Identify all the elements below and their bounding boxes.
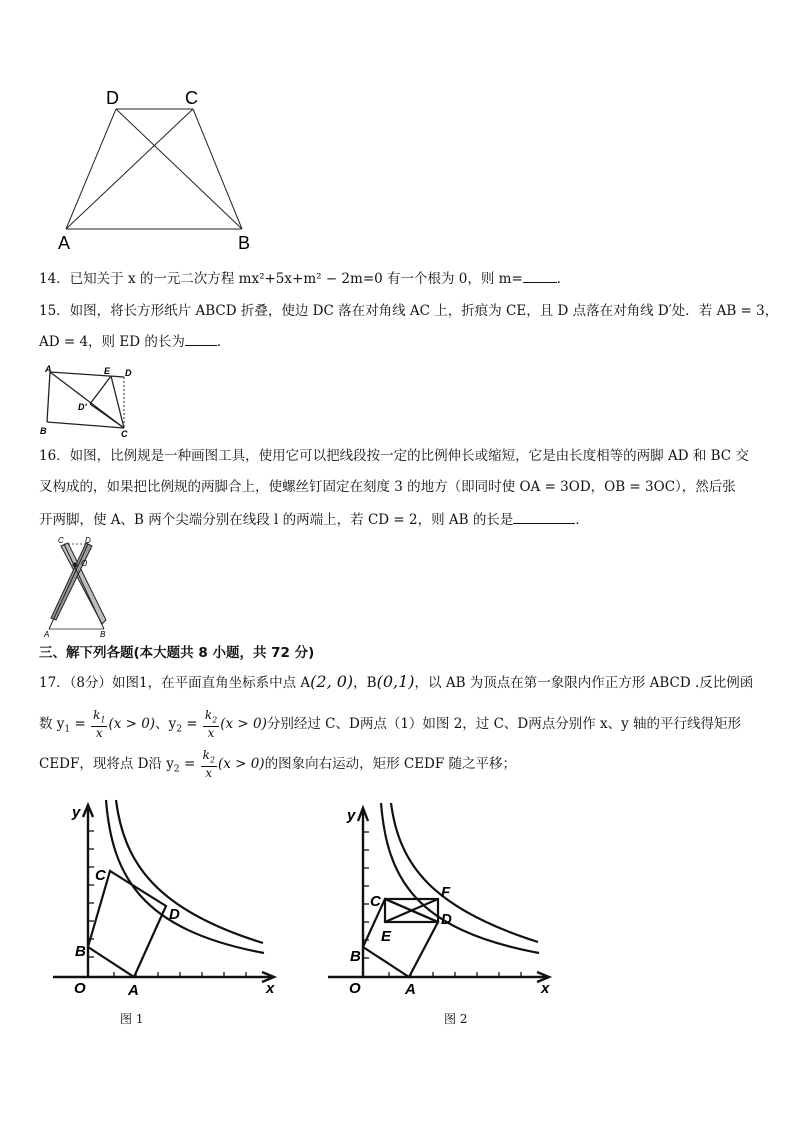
fraction-k2-over-x-2: $\frac{k_2}{x}$ — [202, 747, 215, 781]
q14-answer-blank — [523, 268, 557, 283]
q15-label-d-prime: D' — [78, 402, 87, 412]
q15-label-a: A — [45, 364, 52, 374]
figure-1-graph — [48, 795, 283, 1005]
trapezoid-label-d: D — [106, 88, 119, 108]
question-15-line1: 15．如图，将长方形纸片 ABCD 折叠，使边 DC 落在对角线 AC 上，折痕为 CE，且 D 点落在对角线 D′处．若 AB = 3， — [39, 303, 779, 319]
fig1-label-c: C — [95, 867, 106, 884]
question-17-line2: 数 $y_1$ = $\frac{k_1}{x}$ (x > 0)、$y_2$ = $\frac{k_2}{x}$ (x > 0)分别经过 C、D两点（1）如图 2，过 C、D两点分别作 x、y 轴的平行线得矩形 — [39, 707, 742, 741]
figure-1-caption: 图 1 — [120, 1012, 144, 1026]
figure-2-graph — [323, 800, 558, 1005]
fig1-label-o: O — [74, 980, 86, 997]
q15-label-b: B — [40, 426, 47, 436]
q14-text: 14．已知关于 x 的一元二次方程 mx²+5x+m² − 2m=0 有一个根为 0，则 m= — [39, 271, 523, 287]
q16-label-o: O — [81, 559, 88, 568]
fraction-k1-over-x: $\frac{k_1}{x}$ — [93, 707, 106, 741]
fig2-label-e: E — [381, 928, 392, 945]
question-14: 14．已知关于 x 的一元二次方程 mx²+5x+m² − 2m=0 有一个根为 0，则 m= ． — [39, 268, 570, 289]
fig2-label-f: F — [441, 884, 451, 901]
fig2-label-o: O — [349, 980, 361, 997]
question-16-line3: 开两脚，使 A、B 两个尖端分别在线段 l 的两端上，若 CD = 2，则 AB 的长是 ． — [39, 509, 589, 530]
q15-label-c: C — [121, 429, 128, 438]
question-16-line1: 16．如图，比例规是一种画图工具，使用它可以把线段按一定的比例伸长或缩短，它是由长度相等的两脚 AD 和 BC 交 — [39, 448, 749, 464]
proportional-divider-figure — [40, 534, 120, 638]
q16-label-d: D — [85, 536, 91, 545]
trapezoid-figure — [50, 84, 270, 254]
fig2-label-a: A — [405, 981, 416, 998]
trapezoid-label-b: B — [238, 233, 251, 253]
question-15-line2: AD = 4，则 ED 的长为 ． — [39, 331, 230, 352]
q15-label-d: D — [125, 368, 132, 378]
folded-rectangle-figure — [38, 364, 138, 438]
fig1-label-y: y — [72, 804, 81, 821]
question-16-line2: 叉构成的，如果把比例规的两脚合上，使螺丝钉固定在刻度 3 的地方（即同时使 OA = 3OD，OB = 3OC），然后张 — [39, 479, 736, 495]
fig2-label-d: D — [441, 911, 452, 928]
q16-label-c: C — [58, 536, 64, 545]
figure-2-caption: 图 2 — [444, 1012, 468, 1026]
trapezoid-label-a: A — [58, 233, 71, 253]
fraction-k2-over-x: $\frac{k_2}{x}$ — [204, 707, 218, 741]
fig2-label-b: B — [350, 948, 361, 965]
fig2-label-x: x — [541, 980, 550, 997]
fig2-label-c: C — [370, 893, 381, 910]
q16-label-b: B — [100, 630, 106, 638]
fig1-label-b: B — [75, 943, 86, 960]
q15-answer-blank — [185, 331, 217, 346]
trapezoid-label-c: C — [185, 88, 198, 108]
fig2-label-y: y — [347, 807, 356, 824]
fig1-label-d: D — [169, 906, 180, 923]
q16-label-a: A — [44, 630, 50, 638]
fig1-label-a: A — [128, 982, 139, 999]
question-17-line3: CEDF，现将点 D沿 $y_2$ = $\frac{k_2}{x}$ (x > 0)的图象向右运动，矩形 CEDF 随之平移； — [39, 747, 517, 781]
q15-label-e: E — [104, 366, 111, 376]
fig1-label-x: x — [266, 980, 275, 997]
q16-answer-blank — [513, 509, 575, 524]
question-17-line1: 17．（8分）如图1，在平面直角坐标系中点 A(2, 0)，B(0,1)，以 AB 为顶点在第一象限内作正方形 ABCD .反比例函 — [39, 672, 754, 691]
section-3-heading: 三、解下列各题(本大题共 8 小题，共 72 分) — [39, 645, 315, 661]
